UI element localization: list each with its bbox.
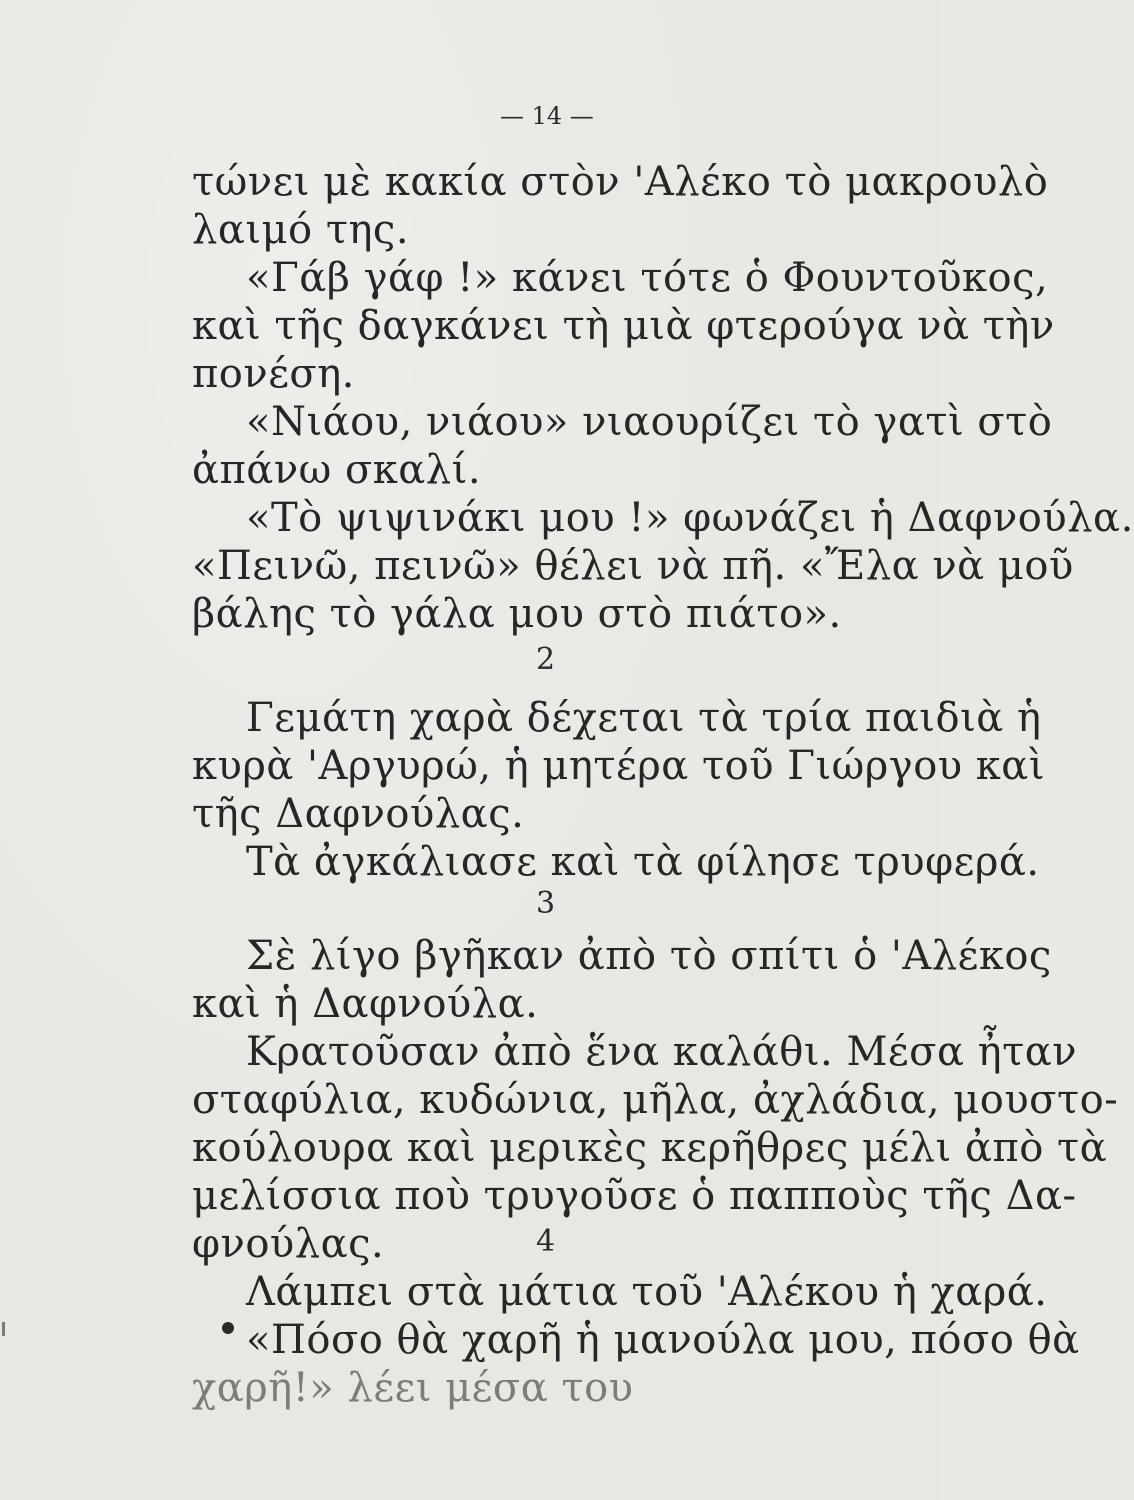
text-line: καὶ τῆς δαγκάνει τὴ μιὰ φτερούγα νὰ τὴν [192,303,1055,349]
text-line: κυρὰ 'Αργυρώ, ἡ μητέρα τοῦ Γιώργου καὶ [192,743,1046,789]
text-line: «Πόσο θὰ χαρῆ ἡ μανούλα μου, πόσο θὰ [246,1317,1080,1363]
text-line: τώνει μὲ κακία στὸν 'Αλέκο τὸ μακρουλὸ [192,159,1049,205]
text-line: «Τὸ ψιψινάκι μου !» φωνάζει ἡ Δαφνούλα. [246,495,1134,541]
text-line: Τὰ ἀγκάλιασε καὶ τὰ φίλησε τρυφερά. [246,839,1040,885]
text-line: «Γάβ γάφ !» κάνει τότε ὁ Φουντοῦκος, [246,255,1049,301]
text-line: Κρατοῦσαν ἀπὸ ἕνα καλάθι. Μέσα ἦταν [246,1029,1078,1075]
text-line: μελίσσια ποὺ τρυγοῦσε ὁ παπποὺς τῆς Δα- [192,1173,1077,1219]
text-line: πονέση. [192,351,355,397]
text-line: καὶ ἡ Δαφνούλα. [192,981,539,1027]
page-number: — 14 — [500,102,594,130]
text-line: «Πεινῶ, πεινῶ» θέλει νὰ πῆ. «Ἔλα νὰ μοῦ [192,543,1074,589]
text-line: Λάμπει στὰ μάτια τοῦ 'Αλέκου ἡ χαρά. [246,1269,1048,1315]
margin-speck [2,1322,5,1336]
text-line: βάλης τὸ γάλα μου στὸ πιάτο». [192,591,842,637]
section-number: 2 [536,642,556,677]
text-line: φνούλας. [192,1221,385,1267]
section-number: 3 [536,886,556,921]
text-line: κούλουρα καὶ μερικὲς κερῆθρες μέλι ἀπὸ τὰ [192,1125,1108,1171]
text-line: λαιμό της. [192,207,410,253]
text-line: τῆς Δαφνούλας. [192,791,525,837]
text-line-cut-off: χαρῆ!» λέει μέσα του [192,1365,634,1411]
text-line: ἀπάνω σκαλί. [192,447,482,493]
text-line: «Νιάου, νιάου» νιαουρίζει τὸ γατὶ στὸ [246,399,1053,445]
section-number: 4 [536,1224,556,1259]
text-line: Σὲ λίγο βγῆκαν ἀπὸ τὸ σπίτι ὁ 'Αλέκος [246,933,1052,979]
text-line: Γεμάτη χαρὰ δέχεται τὰ τρία παιδιὰ ἡ [246,695,1042,741]
ink-dot-mark [222,1322,234,1334]
text-line: σταφύλια, κυδώνια, μῆλα, ἀχλάδια, μουστο- [192,1077,1119,1123]
